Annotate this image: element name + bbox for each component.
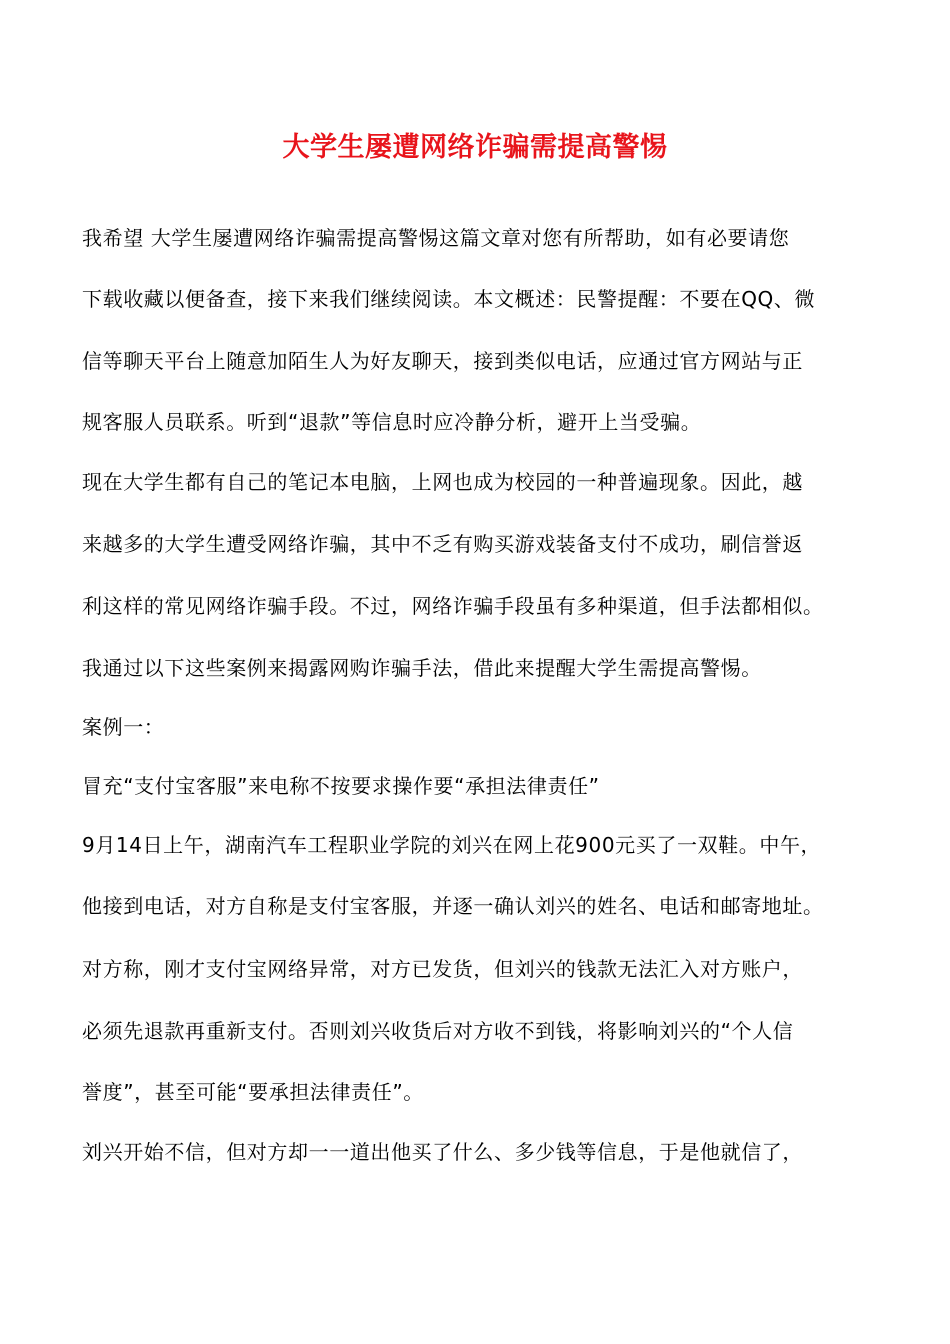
text-line: 誉度”，甚至可能“要承担法律责任”。	[82, 1080, 424, 1104]
text-line: 对方称，刚才支付宝网络异常，对方已发货，但刘兴的钱款无法汇入对方账户，	[82, 957, 803, 981]
text-line: 来越多的大学生遭受网络诈骗，其中不乏有购买游戏装备支付不成功，刷信誉返	[82, 532, 803, 556]
text-line: 案例一：	[82, 715, 165, 739]
text-line: 信等聊天平台上随意加陌生人为好友聊天，接到类似电话，应通过官方网站与正	[82, 349, 803, 373]
document-title: 大学生屡遭网络诈骗需提高警惕	[282, 132, 668, 163]
text-line: 下载收藏以便备查，接下来我们继续阅读。本文概述：民警提醒：不要在QQ、微	[82, 287, 816, 311]
text-line: 冒充“支付宝客服”来电称不按要求操作要“承担法律责任”	[82, 774, 600, 798]
text-line: 我希望 大学生屡遭网络诈骗需提高警惕这篇文章对您有所帮助，如有必要请您	[82, 226, 790, 250]
text-line: 现在大学生都有自己的笔记本电脑，上网也成为校园的一种普遍现象。因此，越	[82, 470, 803, 494]
text-line: 我通过以下这些案例来揭露网购诈骗手法，借此来提醒大学生需提高警惕。	[82, 656, 762, 680]
text-line: 刘兴开始不信，但对方却一一道出他买了什么、多少钱等信息，于是他就信了，	[82, 1140, 803, 1164]
text-line: 9月14日上午，湖南汽车工程职业学院的刘兴在网上花900元买了一双鞋。中午，	[82, 833, 822, 857]
text-line: 利这样的常见网络诈骗手段。不过，网络诈骗手段虽有多种渠道，但手法都相似。	[82, 594, 824, 618]
text-line: 必须先退款再重新支付。否则刘兴收货后对方收不到钱，将影响刘兴的“个人信	[82, 1019, 794, 1043]
text-line: 他接到电话，对方自称是支付宝客服，并逐一确认刘兴的姓名、电话和邮寄地址。	[82, 894, 824, 918]
text-line: 规客服人员联系。听到“退款”等信息时应冷静分析，避开上当受骗。	[82, 410, 702, 434]
